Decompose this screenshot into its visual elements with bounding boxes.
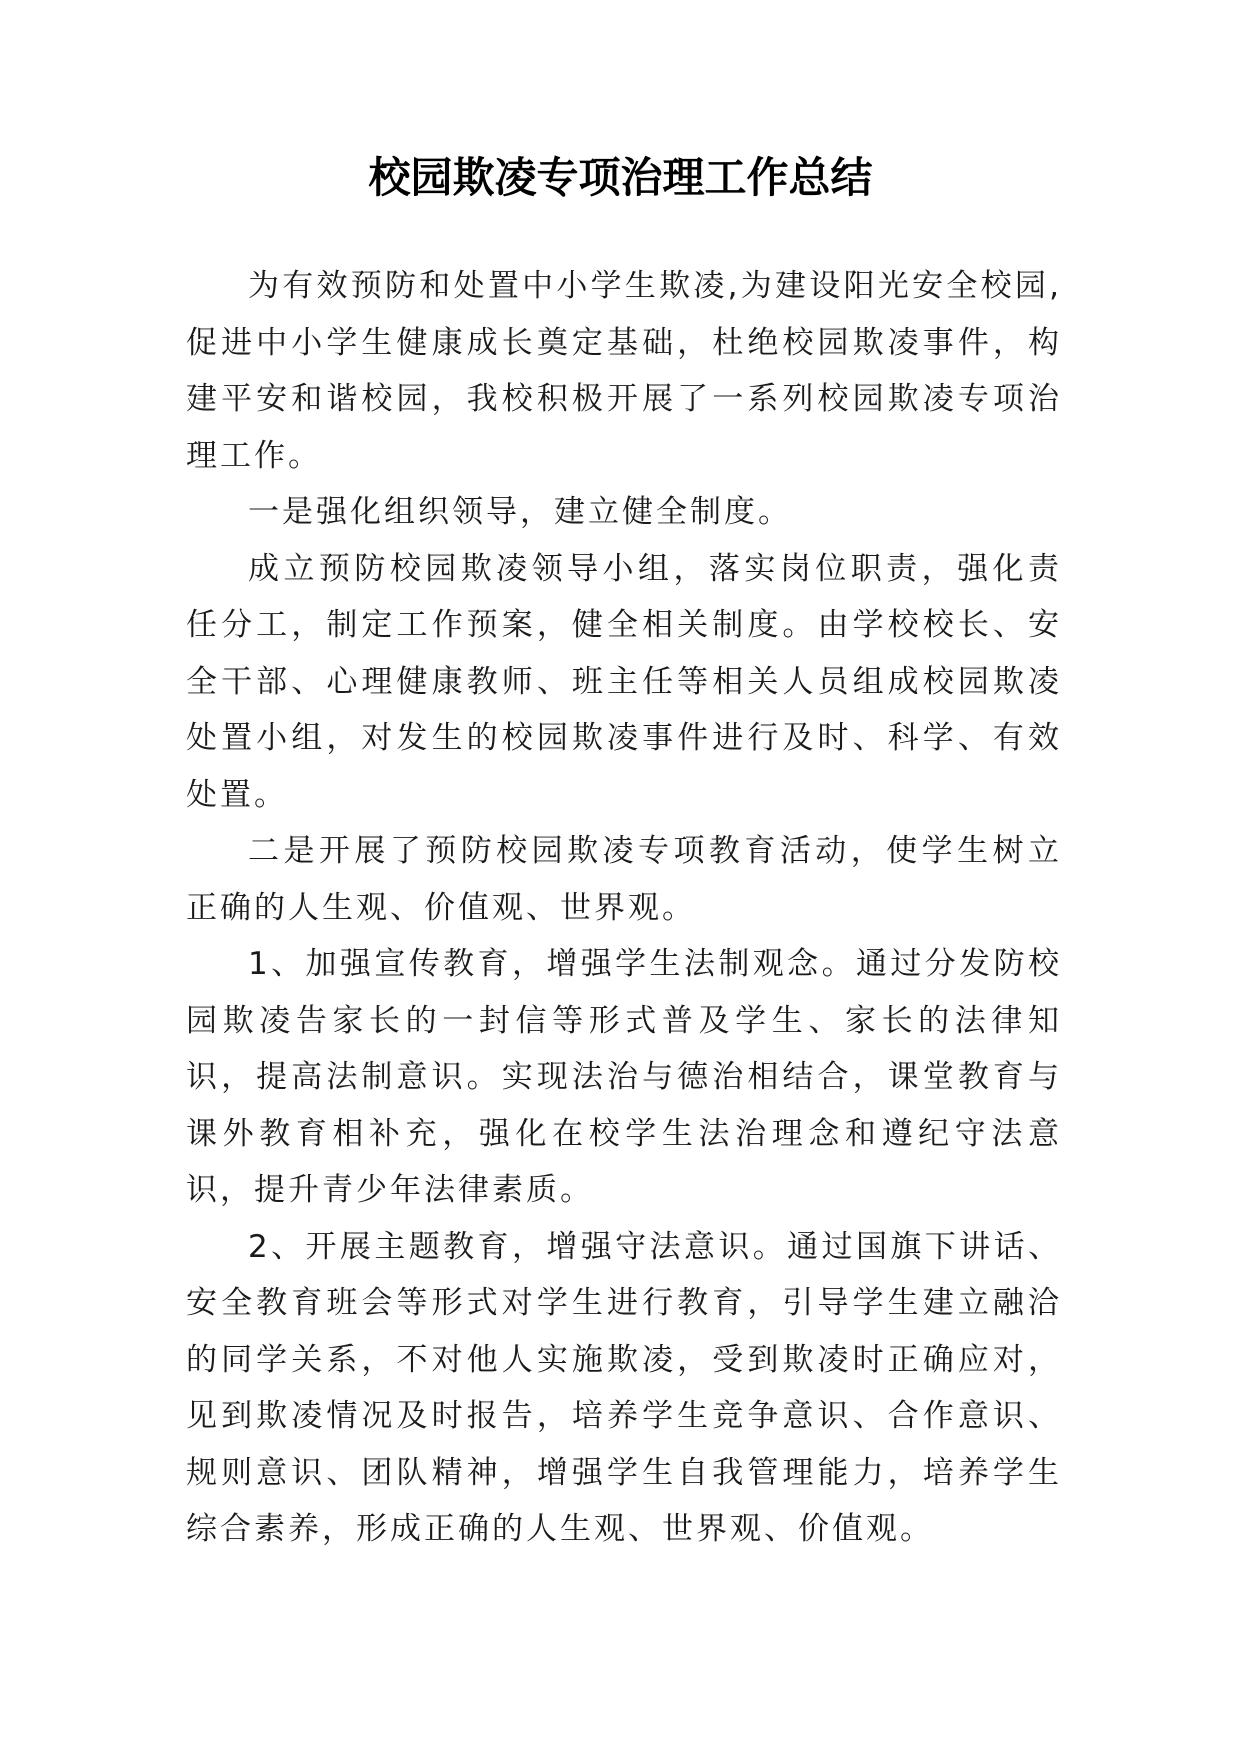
document-title: 校园欺凌专项治理工作总结	[368, 153, 873, 202]
paragraph-item-2: 2、开展主题教育，增强守法意识。通过国旗下讲话、安全教育班会等形式对学生进行教育，引导学生建立融洽的同学关系，不对他人实施欺凌，受到欺凌时正确应对，见到欺凌情况及时报告，培养学生竞争意识、合作意识、规则意识、团队精神，增强学生自我管理能力，培养学生综合素养，形成正确的人生观、世界观、价值观。	[186, 1228, 1062, 1547]
paragraph-section-1-body: 成立预防校园欺凌领导小组，落实岗位职责，强化责任分工，制定工作预案，健全相关制度。由学校校长、安全干部、心理健康教师、班主任等相关人员组成校园欺凌处置小组，对发生的校园欺凌事件进行及时、科学、有效处置。	[186, 550, 1062, 813]
paragraph-section-2-heading: 二是开展了预防校园欺凌专项教育活动，使学生树立正确的人生观、价值观、世界观。	[186, 833, 1062, 926]
document-body	[186, 258, 1062, 1558]
paragraph-section-1-heading: 一是强化组织领导，建立健全制度。	[248, 494, 792, 530]
paragraph-item-1: 1、加强宣传教育，增强学生法制观念。通过分发防校园欺凌告家长的一封信等形式普及学生、家长的法律知识，提高法制意识。实现法治与德治相结合，课堂教育与课外教育相补充，强化在校学生法治理念和遵纪守法意识，提升青少年法律素质。	[186, 946, 1062, 1208]
paragraph-intro: 为有效预防和处置中小学生欺凌,为建设阳光安全校园,促进中小学生健康成长奠定基础，杜绝校园欺凌事件，构建平安和谐校园，我校积极开展了一系列校园欺凌专项治理工作。	[186, 268, 1062, 474]
